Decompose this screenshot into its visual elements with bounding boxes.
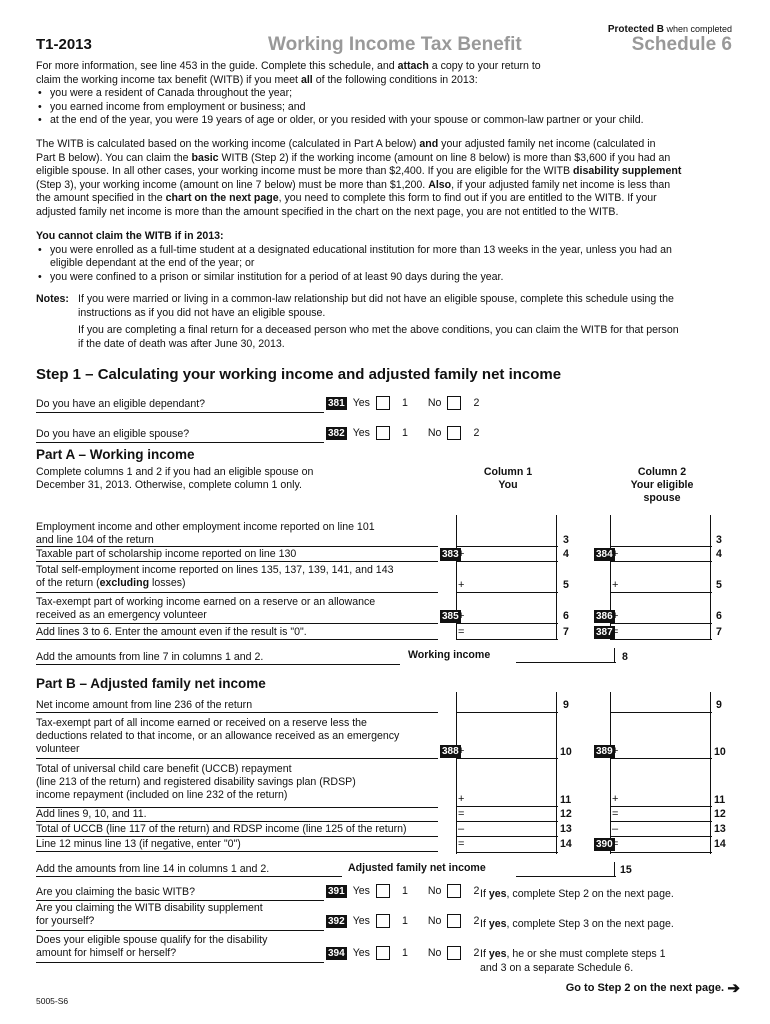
intro-bullet: • at the end of the year, you were 19 years of age or older, or you resided with your spouse or common-law partner or your child. [36, 114, 736, 128]
column2-header: Column 2 Your eligible spouse [630, 466, 694, 504]
schedule-label: Schedule 6 [631, 34, 732, 55]
minus-sign: – [458, 823, 465, 835]
equals-sign: = [458, 626, 465, 638]
q394-note: If yes, he or she must complete steps 1 and 3 on a separate Schedule 6. [480, 948, 666, 974]
plus-sign: + [612, 793, 619, 805]
divider [36, 546, 438, 547]
equals-sign: = [612, 838, 619, 850]
code-382: 382 [328, 427, 345, 439]
col1-right-rule [556, 515, 557, 640]
line11-label: Total of universal child care benefit (UCCB) repayment (line 213 of the return) and registered disability savings plan (RDSP) income repayment (included on line 232 of the return) [36, 763, 356, 801]
equals-sign: = [458, 838, 465, 850]
divider [610, 806, 712, 807]
q392-no-checkbox[interactable] [447, 914, 461, 928]
line-number: 15 [620, 864, 632, 876]
divider [456, 561, 558, 562]
column1-header: Column 1 You [483, 466, 533, 491]
working-income-label: Working income [408, 649, 491, 661]
code-385: 385 [442, 611, 459, 622]
line-number: 9 [563, 699, 569, 711]
minus-sign: – [612, 823, 619, 835]
question-eligible-spouse: Do you have an eligible spouse? [36, 428, 190, 440]
divider [614, 648, 615, 662]
divider [456, 821, 558, 822]
code-381: 381 [328, 397, 345, 409]
plus-sign: + [458, 745, 465, 757]
q391-yes-checkbox[interactable] [376, 884, 390, 898]
divider [36, 758, 438, 759]
protected-b-label: Protected B when completed [607, 24, 732, 35]
q394-yes-checkbox[interactable] [376, 946, 390, 960]
line-number: 9 [716, 699, 722, 711]
col2-right-rule [710, 515, 711, 640]
calculation-text: The WITB is calculated based on the working income (calculated in Part A below) and your adjusted family net income (calculated in Part B below). You can claim the basic WITB (Step 2) if the working income (amount on line 8 below) is more than $3,600 if you had an eligible spouse. In all other cases, your working income must be more than $2,400. If you are eligible for the WITB disability supplement (Step 3), your working income (amount on line 7 below) must be more than $1,200. Also, if your adjusted family net income is less than the amount specified in the chart on the next page, you need to complete this form to find out if you are entitled to the WITB. If your adjusted family net income is more than the amount specified in the chart on the next page, you are not entitled to the WITB. [36, 138, 682, 218]
divider [36, 592, 438, 593]
intro-bullet: • you earned income from employment or business; and [36, 101, 736, 115]
equals-sign: = [458, 808, 465, 820]
line3-label: Employment income and other employment income reported on line 101 and line 104 of the return [36, 521, 375, 546]
line-number: 7 [716, 626, 722, 638]
col1-left-rule [456, 692, 457, 854]
line15-label: Add the amounts from line 14 in columns 1 and 2. [36, 863, 270, 875]
q392-note: If yes, complete Step 3 on the next page. [480, 918, 674, 930]
divider [36, 412, 324, 413]
divider [36, 851, 438, 852]
divider [614, 862, 615, 876]
line5-label: Total self-employment income reported on lines 135, 137, 139, 141, and 143 of the return (excluding losses) [36, 564, 394, 589]
code-390: 390 [596, 839, 613, 850]
part-a-instructions: Complete columns 1 and 2 if you had an eligible spouse on December 31, 2013. Otherwise, complete column 1 only. [36, 466, 314, 491]
q391-no-checkbox[interactable] [447, 884, 461, 898]
divider [516, 876, 616, 877]
q381-options: 381 Yes 1 No 2 [328, 397, 480, 409]
line-number: 10 [560, 746, 572, 758]
q382-yes-checkbox[interactable] [376, 426, 390, 440]
equals-sign: = [612, 808, 619, 820]
divider [456, 758, 558, 759]
divider [456, 639, 558, 640]
line-number: 3 [563, 534, 569, 546]
line3-col1-input[interactable] [460, 522, 554, 544]
code-383: 383 [442, 549, 459, 560]
plus-sign: + [458, 579, 465, 591]
divider [456, 836, 558, 837]
q394-no-checkbox[interactable] [447, 946, 461, 960]
line-number: 6 [716, 610, 722, 622]
adjusted-family-net-income-label: Adjusted family net income [348, 862, 486, 874]
cannot-claim-text: You cannot claim the WITB if in 2013: • you were enrolled as a full-time student at a designated educational institution for more than 13 weeks in the year, unless you had an eligible dependant at the end of the year; or • you were confined to a prison or similar institution for a period of at least 90 days during the year. [36, 230, 736, 284]
divider [610, 592, 712, 593]
plus-sign: + [612, 579, 619, 591]
code-391: 391 [328, 885, 345, 897]
col2-right-rule [710, 692, 711, 854]
code-386: 386 [596, 611, 613, 622]
intro-bullet: • you were a resident of Canada throughout the year; [36, 87, 736, 101]
adjusted-income-input[interactable] [518, 862, 612, 876]
code-389: 389 [596, 746, 613, 757]
page-title: Working Income Tax Benefit [268, 34, 522, 55]
divider [610, 561, 712, 562]
q382-options: 382 Yes 1 No 2 [328, 427, 480, 439]
q381-no-checkbox[interactable] [447, 396, 461, 410]
divider [36, 664, 400, 665]
notes-label: Notes: [36, 293, 69, 305]
plus-sign: + [612, 610, 619, 622]
line-number: 14 [714, 838, 726, 850]
line4-label: Taxable part of scholarship income reported on line 130 [36, 548, 297, 560]
form-id: T1-2013 [36, 36, 92, 53]
go-to-step2-text: Go to Step 2 on the next page. [565, 982, 724, 994]
divider [516, 662, 616, 663]
divider [36, 623, 438, 624]
divider [36, 876, 342, 877]
q392-options: 392 Yes 1 No 2 [328, 915, 480, 927]
form-code: 5005-S6 [36, 996, 69, 1006]
line14-label: Line 12 minus line 13 (if negative, enter "0") [36, 838, 241, 850]
divider [610, 836, 712, 837]
line-number: 8 [622, 651, 628, 663]
divider [610, 712, 712, 713]
question-spouse-disability: Does your eligible spouse qualify for the disability amount for himself or herself? [36, 934, 268, 959]
divider [36, 821, 438, 822]
q392-yes-checkbox[interactable] [376, 914, 390, 928]
line12-label: Add lines 9, 10, and 11. [36, 808, 147, 820]
arrow-right-icon: ➔ [727, 980, 740, 997]
line3-col2-input[interactable] [614, 522, 708, 544]
line-number: 5 [563, 579, 569, 591]
divider [610, 758, 712, 759]
question-disability-supplement: Are you claiming the WITB disability supplement for yourself? [36, 902, 263, 927]
line-number: 3 [716, 534, 722, 546]
divider [456, 623, 558, 624]
line-number: 7 [563, 626, 569, 638]
q382-no-checkbox[interactable] [447, 426, 461, 440]
col2-left-rule [610, 692, 611, 854]
line-number: 12 [560, 808, 572, 820]
plus-sign: + [612, 745, 619, 757]
line-number: 13 [560, 823, 572, 835]
divider [456, 592, 558, 593]
part-a-title: Part A – Working income [36, 447, 195, 462]
q381-yes-checkbox[interactable] [376, 396, 390, 410]
line-number: 6 [563, 610, 569, 622]
plus-sign: + [458, 610, 465, 622]
line-number: 4 [563, 548, 569, 560]
code-392: 392 [328, 915, 345, 927]
line-number: 5 [716, 579, 722, 591]
plus-sign: + [612, 548, 619, 560]
line7-label: Add lines 3 to 6. Enter the amount even if the result is "0". [36, 626, 307, 638]
plus-sign: + [458, 793, 465, 805]
part-b-title: Part B – Adjusted family net income [36, 676, 266, 691]
line13-label: Total of UCCB (line 117 of the return) and RDSP income (line 125 of the return) [36, 823, 407, 835]
line-number: 12 [714, 808, 726, 820]
line-number: 4 [716, 548, 722, 560]
divider [610, 623, 712, 624]
divider [610, 546, 712, 547]
line-number: 10 [714, 746, 726, 758]
divider [456, 852, 558, 853]
working-income-input[interactable] [518, 648, 612, 662]
code-394: 394 [328, 947, 345, 959]
divider [610, 852, 712, 853]
line6-label: Tax-exempt part of working income earned on a reserve or an allowance received as an emergency volunteer [36, 596, 376, 621]
q394-options: 394 Yes 1 No 2 [328, 947, 480, 959]
divider [36, 712, 438, 713]
divider [456, 546, 558, 547]
line10-label: Tax-exempt part of all income earned or received on a reserve less the deductions related to that income, or an allowance received as an emergency volunteer [36, 717, 400, 755]
divider [36, 561, 438, 562]
intro-text: For more information, see line 453 in the guide. Complete this schedule, and attach a copy to your return to claim the working income tax benefit (WITB) if you meet all of the following conditions in 2013: • you were a resident of Canada throughout the year; • you earned income from employment or business; and • at the end of the year, you were 19 years of age or older, or you resided with your spouse or common-law partner or your child. [36, 60, 736, 128]
q391-options: 391 Yes 1 No 2 [328, 885, 480, 897]
code-387: 387 [596, 627, 613, 638]
divider [36, 900, 324, 901]
line8-label: Add the amounts from line 7 in columns 1 and 2. [36, 651, 264, 663]
divider [456, 712, 558, 713]
col1-right-rule [556, 692, 557, 854]
equals-sign: = [612, 626, 619, 638]
q391-note: If yes, complete Step 2 on the next page. [480, 888, 674, 900]
code-384: 384 [596, 549, 613, 560]
line-number: 14 [560, 838, 572, 850]
divider [36, 639, 438, 640]
cannot-bullet: • you were confined to a prison or similar institution for a period of at least 90 days during the year. [36, 271, 736, 285]
line9-label: Net income amount from line 236 of the return [36, 699, 253, 711]
divider [610, 821, 712, 822]
plus-sign: + [458, 548, 465, 560]
step1-title: Step 1 – Calculating your working income and adjusted family net income [36, 366, 562, 383]
divider [36, 442, 324, 443]
line-number: 11 [560, 794, 572, 806]
divider [36, 962, 324, 963]
divider [36, 930, 324, 931]
code-388: 388 [442, 746, 459, 757]
divider [36, 836, 438, 837]
question-basic-witb: Are you claiming the basic WITB? [36, 886, 195, 898]
divider [610, 639, 712, 640]
cannot-bullet: • you were enrolled as a full-time student at a designated educational institution for more than 13 weeks in the year, unless you had an eligible dependant at the end of the year; or [36, 244, 736, 271]
line-number: 11 [714, 794, 726, 806]
line-number: 13 [714, 823, 726, 835]
notes-text: If you were married or living in a common-law relationship but did not have an eligible spouse, complete this schedule using the instructions as if you did not have an eligible spouse. If you are completing a final return for a deceased person who met the above conditions, you can claim the WITB for that person if the date of death was after June 30, 2013. [78, 293, 679, 350]
divider [456, 806, 558, 807]
question-eligible-dependant: Do you have an eligible dependant? [36, 398, 206, 410]
